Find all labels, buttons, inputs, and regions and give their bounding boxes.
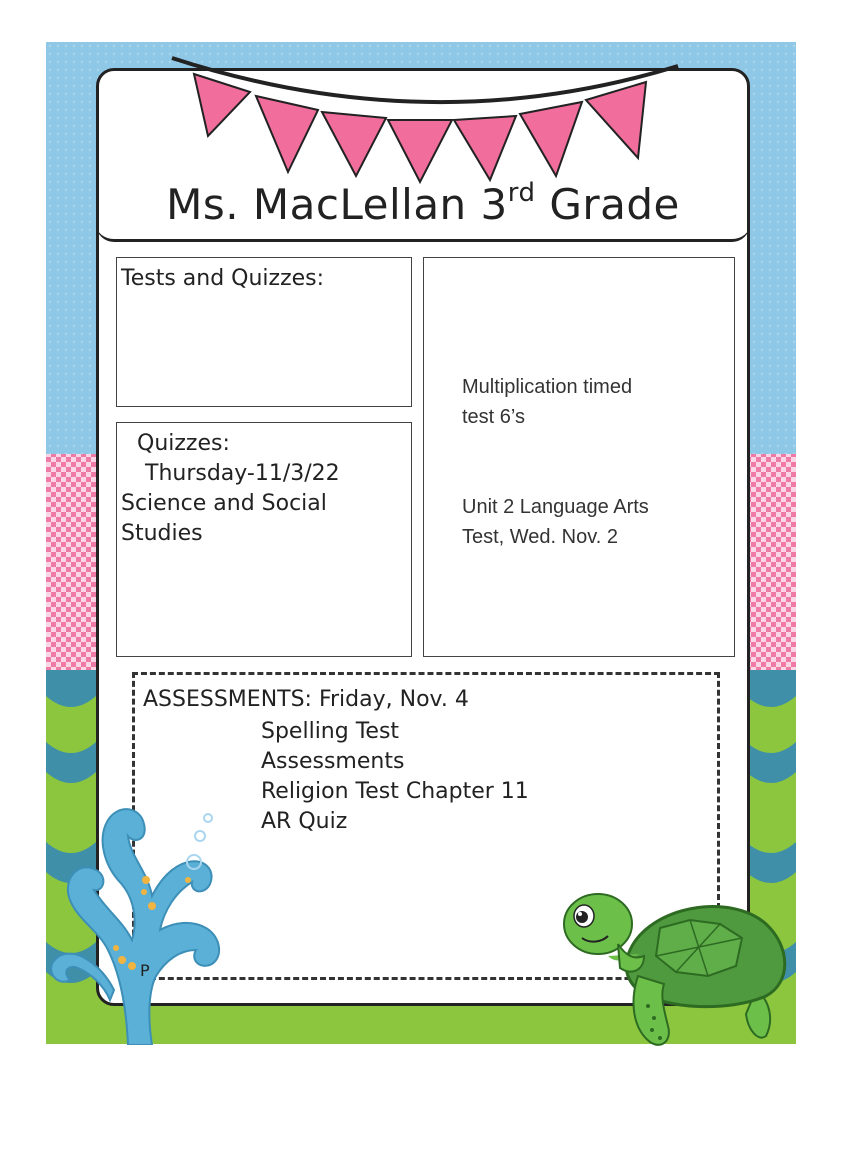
pennant-banner-icon (170, 52, 690, 192)
coral-icon (48, 800, 238, 1045)
assessment-item: Assessments (261, 749, 405, 774)
right-line: Unit 2 Language Arts (462, 496, 649, 518)
right-box (423, 257, 735, 657)
tests-heading: Tests and Quizzes: (121, 266, 325, 291)
turtle-icon (560, 880, 800, 1050)
assessments-heading: ASSESSMENTS: Friday, Nov. 4 (143, 687, 469, 712)
page-title: Ms. MacLellan 3rd Grade (166, 178, 680, 229)
quiz-line: Thursday-11/3/22 (145, 461, 340, 486)
tests-box (116, 257, 412, 407)
quiz-line: Science and Social (121, 491, 327, 516)
assessment-item: AR Quiz (261, 809, 348, 834)
assessment-item: Religion Test Chapter 11 (261, 779, 529, 804)
right-line: test 6’s (462, 406, 525, 428)
assessment-item: Spelling Test (261, 719, 400, 744)
coral-mark: P (140, 961, 150, 980)
right-line: Test, Wed. Nov. 2 (462, 526, 618, 548)
quiz-line: Quizzes: (137, 431, 230, 456)
quizzes-box (116, 422, 412, 657)
quiz-line: Studies (121, 521, 203, 546)
right-line: Multiplication timed (462, 376, 633, 398)
